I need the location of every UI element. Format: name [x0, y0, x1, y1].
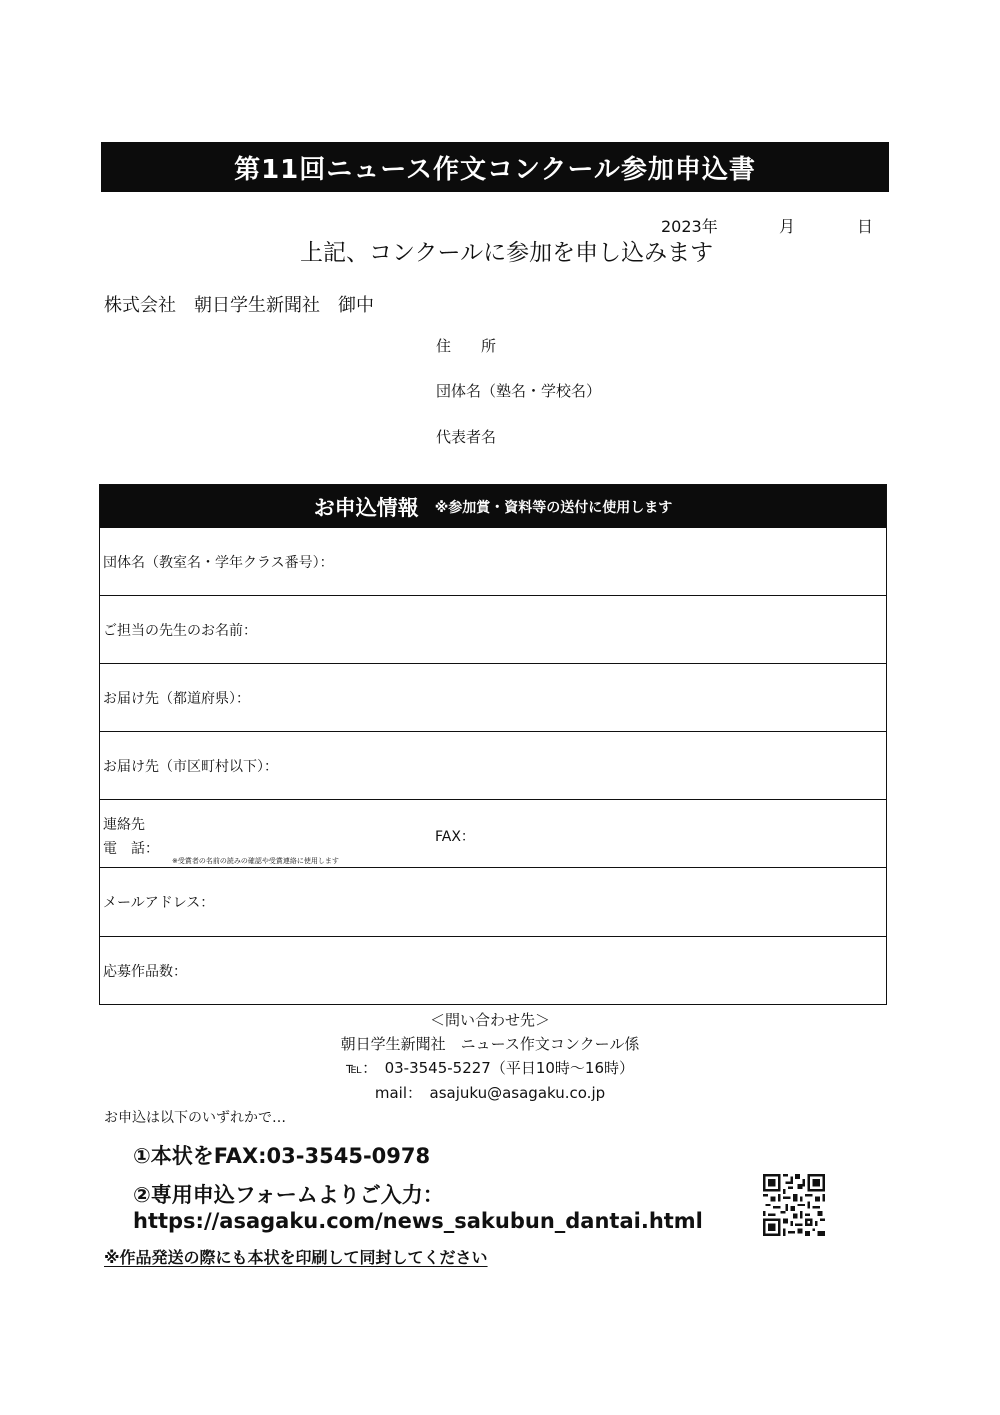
apply-url-link[interactable]: https://asagaku.com/news_sakubun_dantai.html	[133, 1209, 703, 1233]
footer-note: ※作品発送の際にも本状を印刷して同封してください	[104, 1248, 488, 1267]
apply-form-option: ②専用申込フォームよりご入力：	[133, 1183, 444, 1207]
phone-label: 電 話：	[103, 841, 159, 858]
group-name-row[interactable]	[100, 528, 886, 596]
phone-note: ※受賞者の名前の読みの確認や受賞連絡に使用します	[172, 857, 339, 866]
group-name-label: 団体名（塾名・学校名）	[436, 382, 602, 400]
city-row[interactable]	[100, 732, 886, 800]
row-label: お届け先（都道府県）：	[103, 691, 250, 708]
form-header-title: お申込情報	[313, 495, 419, 520]
inquiry-heading: ＜問い合わせ先＞	[429, 1011, 550, 1029]
inquiry-org: 朝日学生新聞社 ニュース作文コンクール係	[340, 1035, 640, 1053]
teacher-name-row[interactable]	[100, 596, 886, 664]
email-label: メールアドレス：	[103, 895, 215, 912]
entry-count-row[interactable]	[100, 937, 886, 1005]
form-header	[100, 485, 886, 528]
contact-label: 連絡先	[103, 817, 145, 834]
date-month: 月	[779, 217, 796, 236]
email-row[interactable]	[100, 868, 886, 936]
inquiry-tel: ℡： 03-3545-5227（平日10時〜16時）	[345, 1059, 635, 1077]
apply-intro: お申込は以下のいずれかで…	[104, 1110, 286, 1126]
form-header-note: ※参加賞・資料等の送付に使用します	[434, 499, 673, 516]
row-label: 団体名（教室名・学年クラス番号）：	[103, 555, 334, 571]
row-label: お届け先（市区町村以下）：	[103, 759, 278, 776]
fax-label: FAX：	[435, 829, 475, 846]
addressee: 株式会社 朝日学生新聞社 御中	[104, 295, 374, 316]
date-day: 日	[857, 217, 874, 236]
address-label: 住 所	[436, 337, 497, 355]
contact-row[interactable]	[100, 800, 886, 868]
qr-code-icon[interactable]	[763, 1174, 825, 1236]
date-year: 2023年	[661, 217, 718, 236]
entry-count-label: 応募作品数：	[103, 963, 187, 980]
form-title: 第11回ニュース作文コンクール参加申込書	[101, 142, 889, 192]
inquiry-mail: mail： asajuku@asagaku.co.jp	[374, 1084, 606, 1102]
prefecture-row[interactable]	[100, 664, 886, 732]
lead-text: 上記、コンクールに参加を申し込みます	[300, 240, 714, 266]
application-info-form	[99, 484, 887, 1005]
apply-fax-option: ①本状をFAX:03-3545-0978	[133, 1144, 431, 1168]
representative-label: 代表者名	[436, 428, 497, 446]
row-label: ご担当の先生のお名前：	[103, 623, 257, 640]
